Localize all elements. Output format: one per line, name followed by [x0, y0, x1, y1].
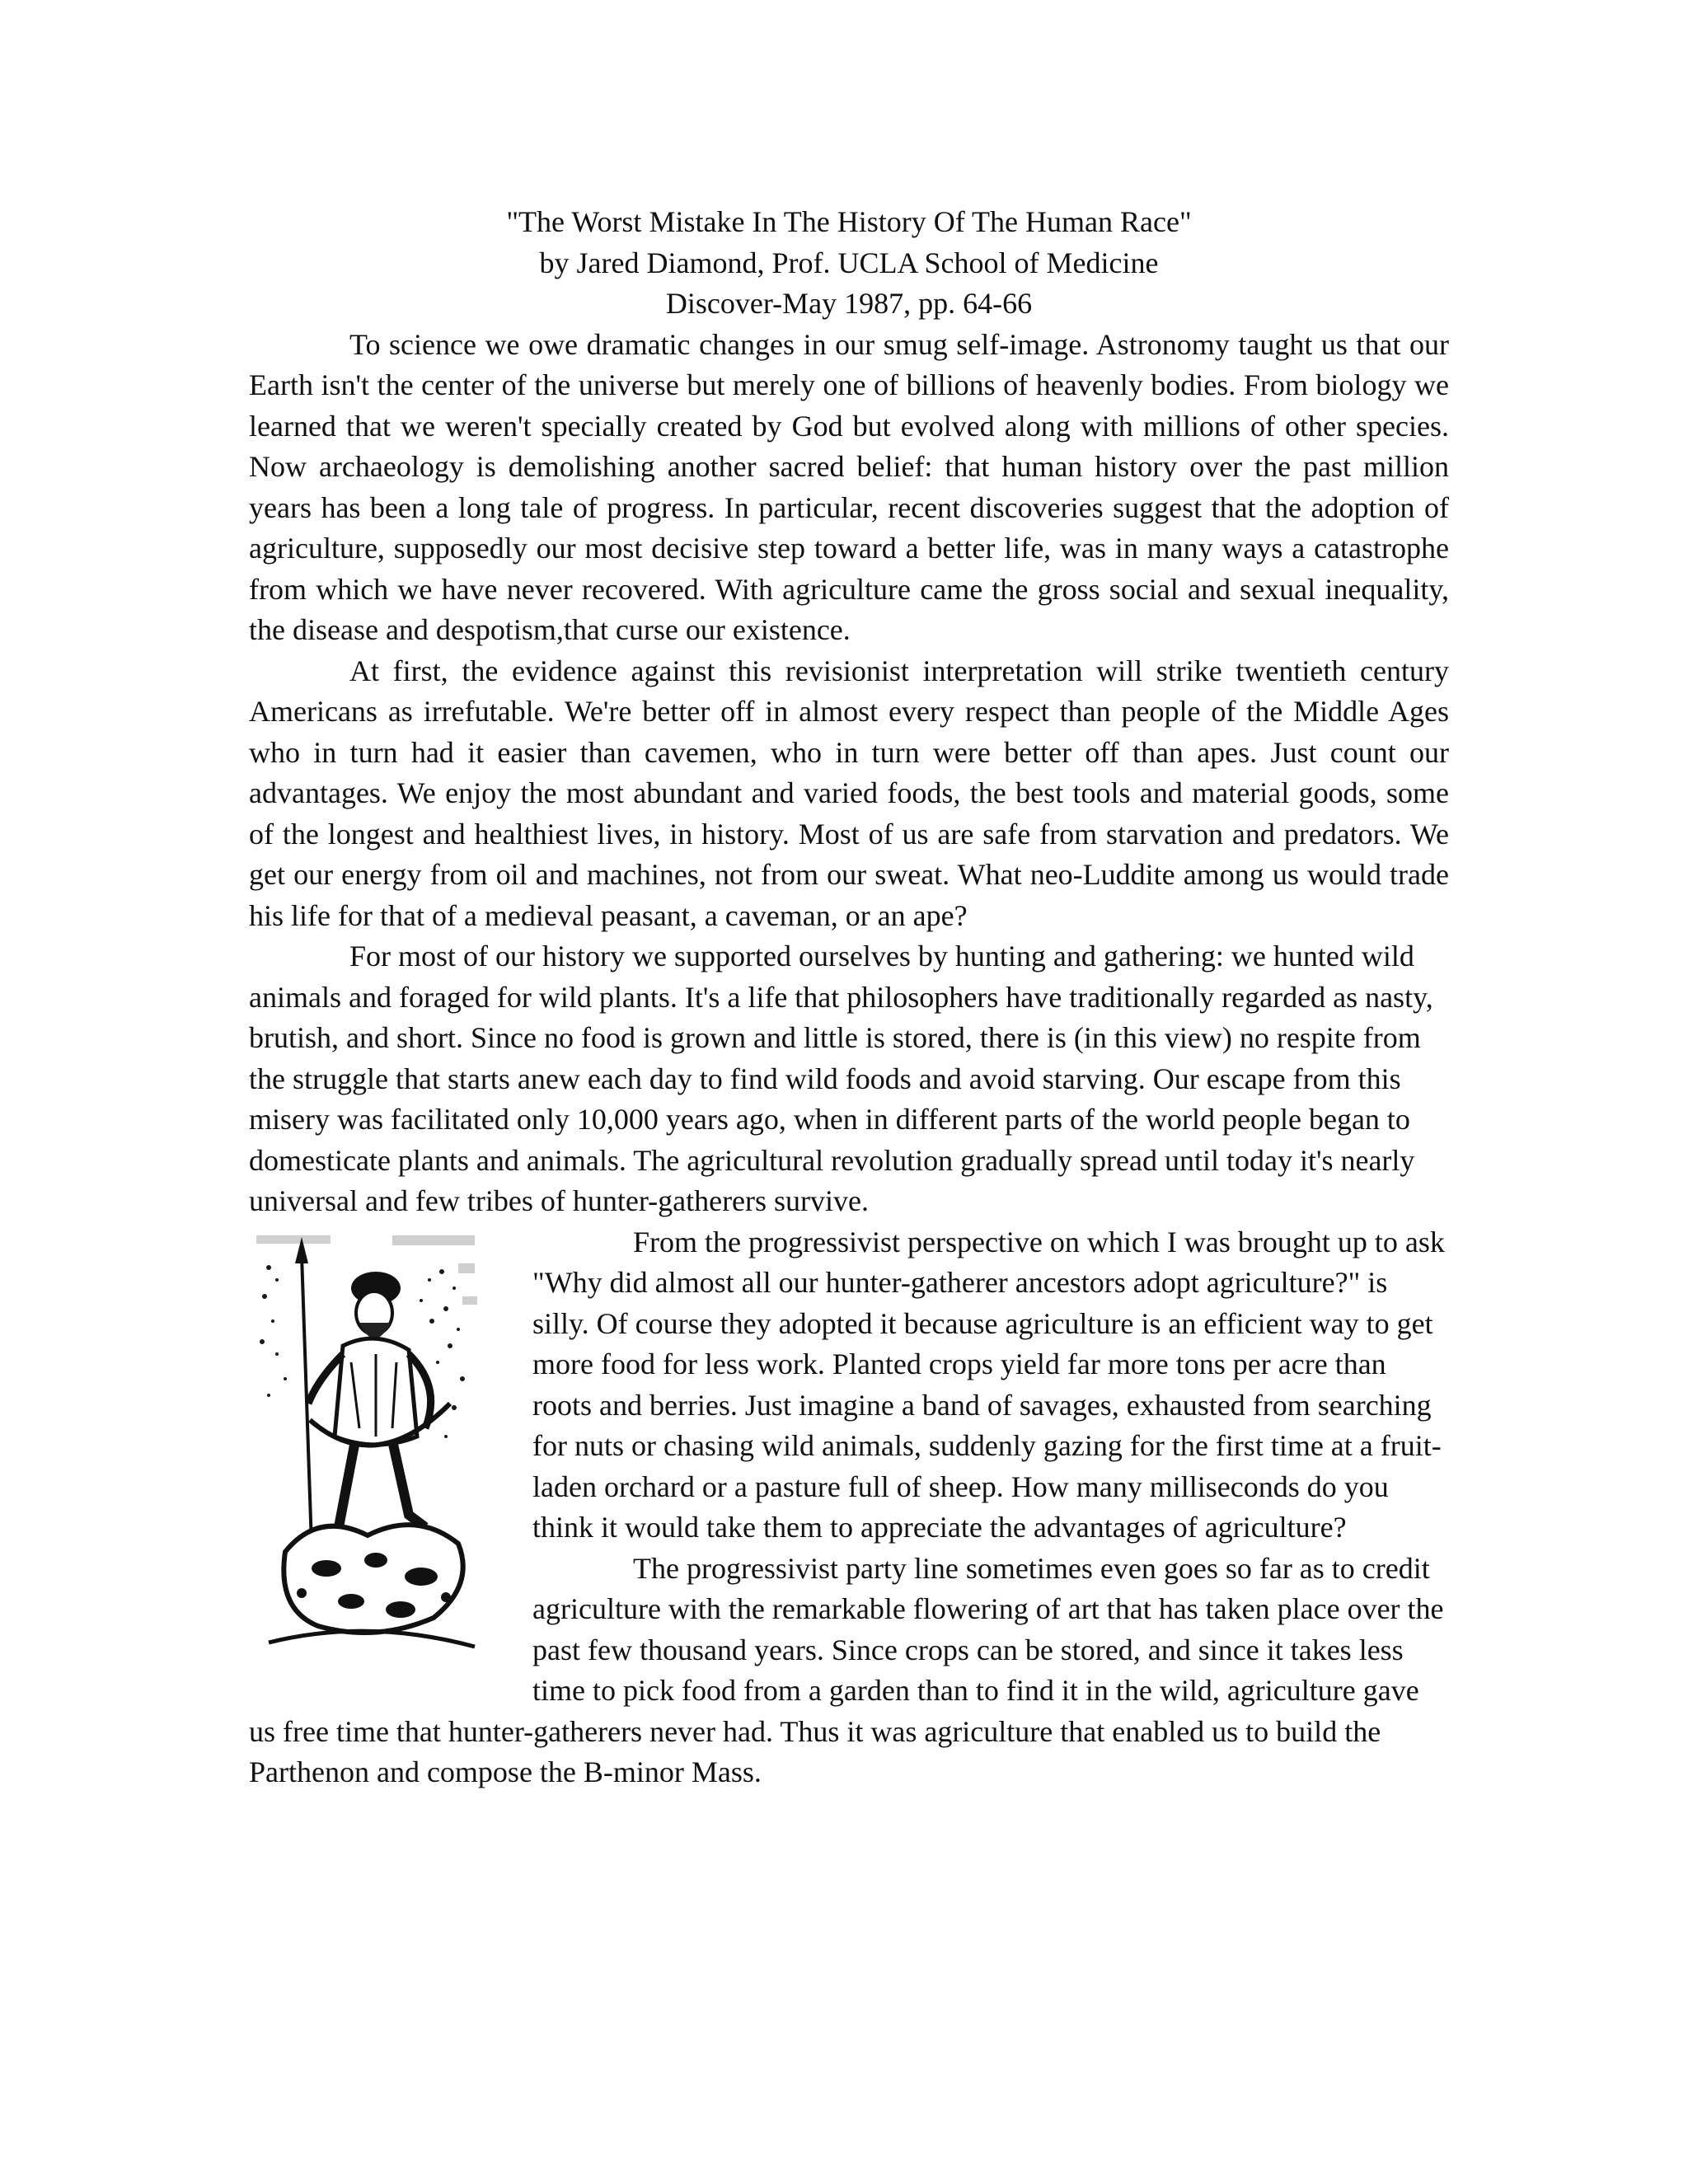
paragraph-4: From the progressivist perspective on which I was brought up to ask "Why did almost all our hunter-gatherer ancestors adopt agriculture?" is silly. Of course they adopted it because agriculture is an efficient way to get more food for less work. Planted crops yield far more tons per acre than roots and berries. Just imagine a band of savages, exhausted from searching for nuts or chasing wild animals, suddenly gazing for the first time at a fruit-laden orchard or a pasture full of sheep. How many milliseconds do you think it would take them to appreciate the advantages of agriculture? — [532, 1225, 1445, 1544]
hunter-illustration — [249, 1229, 499, 1679]
paragraph-2: At first, the evidence against this revisionist interpretation will strike twentieth century Americans as irrefutable. We're better off in almost every respect than people of the Middle Ages who in turn had it easier than cavemen, who in turn were better off than apes. Just count our advantages. We enjoy the most abundant and varied foods, the best tools and material goods, some of the longest and healthiest lives, in history. Most of us are safe from starvation and predators. We get our energy from oil and machines, not from our sweat. What neo-Luddite among us would trade his life for that of a medieval peasant, a caveman, or an ape? — [249, 654, 1449, 932]
paragraph-1: To science we owe dramatic changes in our smug self-image. Astronomy taught us that our Earth isn't the center of the universe but merely one of billions of heavenly bodies. From biology we learned that we weren't specially created by God but evolved along with millions of other species. Now archaeology is demolishing another sacred belief: that human history over the past million years has been a long tale of progress. In particular, recent discoveries suggest that the adoption of agriculture, supposedly our most decisive step toward a better life, was in many ways a catastrophe from which we have never recovered. With agriculture came the gross social and sexual inequality, the disease and despotism,that curse our existence. — [249, 327, 1449, 646]
article-byline: by Jared Diamond, Prof. UCLA School of Medicine — [539, 246, 1159, 279]
article-title: "The Worst Mistake In The History Of The Human Race" — [506, 205, 1192, 238]
paragraph-5: The progressivist party line sometimes even goes so far as to credit agriculture with the remarkable flowering of art that has taken place over the past few thousand years. Since crops can be stored, and since it takes less time to pick food from a garden than to find it in the wild, agriculture gave us free time that hunter-gatherers never had. Thus it was agriculture that enabled us to build the Parthenon and compose the B-minor Mass. — [249, 1551, 1444, 1788]
paragraph-3: For most of our history we supported ourselves by hunting and gathering: we hunted wild animals and foraged for wild plants. It's a life that philosophers have traditionally regarded as nasty, brutish, and short. Since no food is grown and little is stored, there is (in this view) no respite from the struggle that starts anew each day to find wild foods and avoid starving. Our escape from this misery was facilitated only 10,000 years ago, when in different parts of the world people began to domesticate plants and animals. The agricultural revolution gradually spread until today it's nearly universal and few tribes of hunter-gatherers survive. — [249, 940, 1433, 1217]
hunter-illustration-icon — [252, 1230, 483, 1659]
document-page — [249, 202, 1449, 1793]
article-header — [249, 202, 1449, 325]
article-source: Discover-May 1987, pp. 64-66 — [665, 287, 1033, 320]
